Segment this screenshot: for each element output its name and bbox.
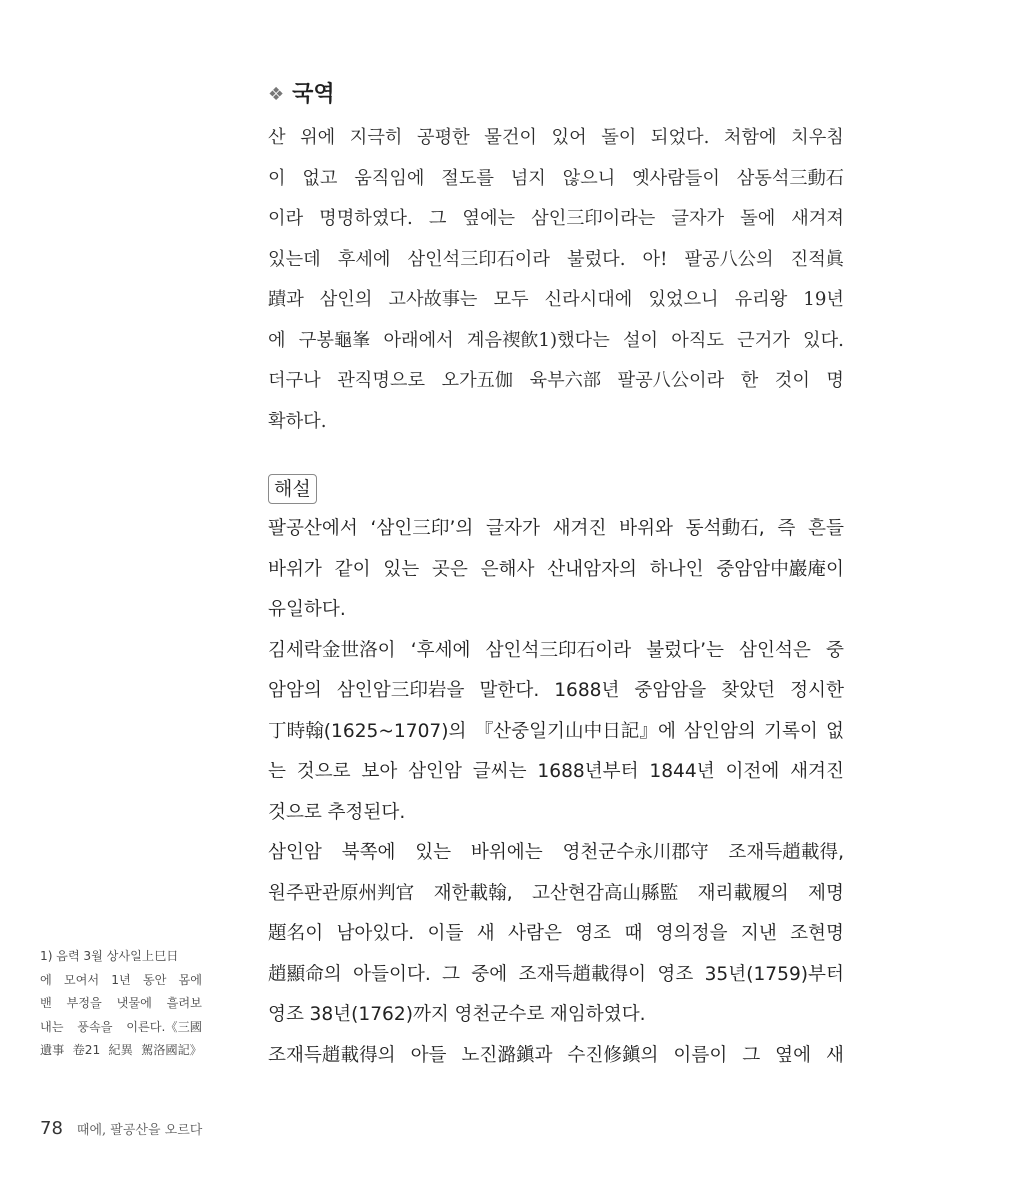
word: 부정을 — [66, 996, 102, 1010]
word: 이들 — [427, 923, 464, 944]
word: 있었으니 — [648, 289, 719, 310]
word: 옆에 — [775, 1044, 812, 1066]
commentary-label: 해설 — [274, 478, 311, 500]
word: 이름이 — [673, 1044, 728, 1066]
word: 새겨져 — [791, 208, 844, 229]
word: 있어 — [551, 127, 587, 148]
word: 새 — [476, 923, 495, 944]
word: 영천군수로 — [454, 1004, 545, 1025]
word: 재리載履의 — [697, 882, 789, 904]
running-title: 때에, 팔공산을 오르다 — [76, 1123, 203, 1138]
word: 19년 — [803, 289, 844, 310]
word: 김세락金世洛이 — [268, 639, 396, 661]
translation-heading — [268, 80, 335, 110]
commentary-line — [268, 550, 844, 591]
commentary-line — [268, 671, 844, 712]
word: 하나인 — [649, 558, 704, 580]
word: 글자가 — [486, 518, 540, 539]
word: 고산현감高山縣監 — [531, 882, 679, 904]
word: 바위와 — [619, 518, 674, 539]
word: 재임하였다. — [549, 1004, 646, 1025]
word: 있는데 — [268, 248, 321, 270]
word: 38년(1762)까지 — [309, 1004, 449, 1025]
word: 근거가 — [737, 329, 790, 351]
word: 옆에는 — [462, 208, 516, 229]
translation-line — [268, 199, 844, 240]
word: 처함에 — [723, 127, 777, 148]
commentary-label-box — [268, 474, 317, 504]
commentary-line — [268, 712, 844, 753]
word: 한 — [740, 370, 759, 391]
word: 그 — [428, 208, 447, 229]
word: 보아 — [361, 761, 398, 782]
footnote-line — [40, 1039, 202, 1063]
translation-body — [268, 118, 844, 442]
word: 흔들 — [807, 518, 844, 539]
word: 그 — [742, 1044, 761, 1066]
word: 1688년 — [554, 680, 620, 701]
word: 는 — [268, 761, 286, 782]
word: 후세에 — [337, 248, 391, 270]
word: 불렀다. — [567, 248, 626, 270]
word: 35년(1759)부터 — [704, 963, 844, 985]
word: 조재득趙載得의 — [268, 1044, 396, 1066]
word: 되었다. — [650, 127, 710, 148]
word: 때 — [624, 923, 643, 944]
word: 卷21 — [72, 1043, 101, 1057]
word: 중 — [825, 639, 844, 661]
footnote — [40, 945, 202, 1063]
word: 것으로 — [268, 801, 322, 823]
word: 삼인암 — [408, 761, 462, 782]
word: 남아있다. — [336, 923, 415, 944]
word: 새 — [825, 1044, 844, 1066]
translation-heading-label: 국역 — [292, 82, 335, 107]
word: 위에 — [300, 127, 336, 148]
word: 것이 — [774, 370, 810, 391]
word: 산내암자의 — [547, 558, 637, 580]
word: 있다. — [803, 329, 844, 351]
word: 삼동석三動石 — [736, 167, 844, 189]
word: 사람은 — [508, 923, 562, 944]
word: 영조 — [657, 963, 694, 985]
word: 삼인암 — [268, 842, 322, 863]
word: 팔공산에서 — [268, 518, 358, 539]
word: 절도를 — [441, 167, 494, 189]
word: 丁時翰(1625~1707)의 — [268, 720, 467, 742]
word: ‘후세에 — [410, 639, 471, 661]
word: 1년 — [111, 972, 131, 987]
word: 삼인석은 — [739, 639, 811, 661]
word: 계음禊飮1)했다는 — [466, 329, 610, 351]
page-footer — [40, 1118, 202, 1139]
word: 수진修鎭의 — [567, 1044, 659, 1066]
word: 추정된다. — [327, 801, 406, 823]
word: 즉 — [777, 518, 796, 539]
word: 재한載翰, — [433, 882, 513, 904]
word: 에 — [40, 972, 52, 987]
word: 題名이 — [268, 923, 324, 944]
word: 옛사람들이 — [632, 167, 720, 189]
word: 駕洛國記》 — [141, 1043, 202, 1057]
commentary-line — [268, 995, 844, 1036]
word: 새겨진 — [552, 518, 607, 539]
word: 냇물에 — [116, 996, 152, 1010]
word: 1) — [40, 949, 53, 963]
commentary-body — [268, 509, 844, 1076]
commentary-line — [268, 955, 844, 996]
word: 3월 — [83, 949, 103, 963]
word: 것으로 — [296, 761, 351, 782]
word: 글씨는 — [472, 761, 527, 782]
word: 더구나 — [268, 370, 321, 391]
word: 돌에 — [740, 208, 776, 229]
word: 명명하였다. — [319, 208, 413, 229]
word: 삼인석三印石이라 — [485, 639, 632, 661]
word: 치우침 — [791, 127, 844, 148]
word: 물건이 — [484, 127, 537, 148]
word: 조재득趙載得이 — [518, 963, 647, 985]
word: 팔공八公이라 — [617, 370, 725, 391]
word: 흘려보 — [166, 996, 202, 1010]
word: 중암암을 — [634, 680, 707, 701]
word: 노진潞鎭과 — [461, 1044, 553, 1066]
word: 고사故事는 — [388, 289, 478, 310]
translation-line — [268, 280, 844, 321]
word: 진적眞 — [790, 248, 844, 270]
word: ‘삼인三印’의 — [370, 518, 474, 539]
word: 영천군수永川郡守 — [562, 842, 709, 863]
word: 글자가 — [671, 208, 725, 229]
footnote-line — [40, 992, 202, 1016]
word: 바위에는 — [470, 842, 543, 863]
word: 삼인암의 — [684, 720, 756, 742]
word: 있는 — [415, 842, 452, 863]
word: 아들 — [410, 1044, 447, 1066]
word: 구봉龜峯 — [298, 329, 371, 351]
footnote-line — [40, 1016, 202, 1040]
word: 趙顯命의 — [268, 963, 342, 985]
word: 紀異 — [108, 1043, 133, 1057]
word: 오가五伽 — [441, 370, 514, 391]
translation-line — [268, 159, 844, 200]
word: 『산중일기山中日記』에 — [474, 720, 676, 742]
commentary-line — [268, 914, 844, 955]
word: 조현명 — [790, 923, 844, 944]
word: 공평한 — [417, 127, 470, 148]
word: 동안 — [142, 972, 167, 987]
commentary-line — [268, 752, 844, 793]
word: 모여서 — [63, 972, 100, 987]
word: 제명 — [808, 882, 844, 904]
translation-line — [268, 118, 844, 159]
word: 암암의 — [268, 680, 322, 701]
word: 팔공八公의 — [684, 248, 774, 270]
word: 그 — [442, 963, 461, 985]
word: 에 — [268, 329, 286, 351]
word: 확하다. — [268, 410, 327, 432]
word: 삼인석三印石이라 — [407, 248, 550, 270]
word: 동석動石, — [685, 518, 765, 539]
word: 않으니 — [562, 167, 616, 189]
word: 새겨진 — [790, 761, 844, 782]
word: 조재득趙載得, — [728, 842, 844, 863]
commentary-line — [268, 833, 844, 874]
word: 산 — [268, 127, 286, 148]
word: 설이 — [622, 329, 659, 351]
word: 영의정을 — [655, 923, 728, 944]
page-number: 78 — [40, 1118, 63, 1139]
footnote-line — [40, 969, 202, 993]
word: 지극히 — [349, 127, 403, 148]
word: 아직도 — [671, 329, 724, 351]
translation-line — [268, 240, 844, 281]
translation-line — [268, 321, 844, 362]
commentary-line — [268, 590, 844, 631]
word: 이라 — [268, 208, 304, 229]
word: 육부六部 — [529, 370, 602, 391]
word: 같이 — [334, 558, 371, 580]
word: 신라시대에 — [544, 289, 633, 310]
word: 풍속을 — [77, 1019, 113, 1034]
ornament-diamond-icon: ❖ — [268, 84, 285, 105]
word: 불렀다’는 — [646, 639, 724, 661]
word: 관직명으로 — [337, 370, 426, 391]
word: 유리왕 — [734, 289, 788, 310]
word: 돌이 — [601, 127, 637, 148]
footnote-line — [40, 945, 202, 969]
word: 아들이다. — [353, 963, 431, 985]
word: 중암암中巖庵이 — [716, 558, 844, 580]
word: 아! — [642, 248, 668, 270]
word: 바위가 — [268, 558, 322, 580]
commentary-line — [268, 793, 844, 834]
word: 명 — [826, 370, 844, 391]
word: 이 — [268, 167, 286, 189]
word: 영조 — [268, 1004, 304, 1025]
word: 이른다.《三國 — [126, 1019, 202, 1034]
word: 유일하다. — [268, 599, 346, 620]
word: 蹟과 — [268, 289, 304, 310]
word: 중에 — [471, 963, 508, 985]
word: 아래에서 — [383, 329, 454, 351]
commentary-line — [268, 874, 844, 915]
word: 움직임에 — [354, 167, 425, 189]
word: 원주판관原州判官 — [268, 882, 415, 904]
commentary-line — [268, 1036, 844, 1077]
word: 기록이 — [764, 720, 818, 742]
word: 밴 — [40, 996, 52, 1010]
word: 이전에 — [725, 761, 780, 782]
word: 1688년부터 — [537, 761, 639, 782]
word: 삼인암三印岩을 — [336, 680, 465, 701]
word: 북쪽에 — [341, 842, 396, 863]
word: 1844년 — [649, 761, 715, 782]
word: 넘지 — [510, 167, 546, 189]
word: 삼인三印이라는 — [531, 208, 656, 229]
word: 말한다. — [479, 680, 540, 701]
word: 모두 — [493, 289, 529, 310]
word: 없고 — [302, 167, 338, 189]
word: 곳은 — [431, 558, 468, 580]
word: 찾았던 — [721, 680, 776, 701]
commentary-line — [268, 509, 844, 550]
word: 있는 — [383, 558, 420, 580]
word: 정시한 — [790, 680, 844, 701]
word: 음력 — [56, 949, 80, 963]
commentary-line — [268, 631, 844, 672]
word: 은해사 — [480, 558, 535, 580]
word: 영조 — [575, 923, 612, 944]
word: 상사일上巳日 — [106, 949, 179, 963]
translation-line — [268, 361, 844, 402]
word: 遺事 — [40, 1043, 65, 1057]
word: 내는 — [40, 1019, 64, 1034]
word: 없 — [825, 720, 844, 742]
word: 지낸 — [740, 923, 777, 944]
word: 삼인의 — [319, 289, 373, 310]
translation-line — [268, 402, 844, 443]
word: 몸에 — [178, 972, 202, 987]
